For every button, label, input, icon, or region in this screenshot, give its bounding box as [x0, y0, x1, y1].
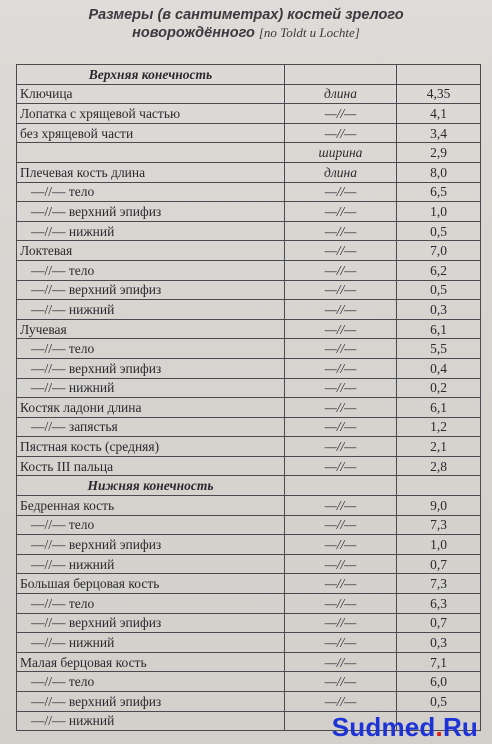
bone-name-cell — [17, 143, 285, 163]
table-row — [17, 143, 481, 163]
measure-type-cell: —//— — [285, 437, 397, 457]
bone-name-cell: —//— нижний — [17, 378, 285, 398]
table-row — [17, 574, 481, 594]
measure-type-cell: —//— — [285, 202, 397, 222]
size-value-cell: 3,4 — [397, 123, 481, 143]
measure-type-cell: —//— — [285, 123, 397, 143]
measure-type-cell: —//— — [285, 221, 397, 241]
bone-name-cell: Локтевая — [17, 241, 285, 261]
bone-name-cell: —//— нижний — [17, 221, 285, 241]
measure-type-cell: —//— — [285, 300, 397, 320]
title-line-2 — [0, 24, 492, 42]
table-row — [17, 339, 481, 359]
bone-name-cell: —//— запястья — [17, 417, 285, 437]
size-value-cell: 6,1 — [397, 398, 481, 418]
measure-type-cell: —//— — [285, 692, 397, 712]
table-row — [17, 613, 481, 633]
table-row — [17, 202, 481, 222]
size-value-cell: 6,0 — [397, 672, 481, 692]
site-watermark — [332, 712, 478, 742]
measure-type-cell: —//— — [285, 398, 397, 418]
table-row — [17, 300, 481, 320]
measure-type-cell: длина — [285, 84, 397, 104]
size-value-cell: 0,2 — [397, 378, 481, 398]
size-value-cell: 7,3 — [397, 515, 481, 535]
watermark-dot: . — [435, 712, 443, 742]
watermark-brand: Sudmed — [331, 712, 436, 742]
measure-type-cell: —//— — [285, 417, 397, 437]
table-row — [17, 104, 481, 124]
table-row — [17, 398, 481, 418]
size-value-cell: 8,0 — [397, 162, 481, 182]
size-value-cell: 6,3 — [397, 594, 481, 614]
measure-type-cell: —//— — [285, 378, 397, 398]
section-heading: Верхняя конечность — [17, 65, 285, 85]
size-value-cell: 6,2 — [397, 260, 481, 280]
size-value-cell: 0,5 — [397, 221, 481, 241]
measure-type-cell: —//— — [285, 182, 397, 202]
bone-name-cell: —//— тело — [17, 672, 285, 692]
table-row — [17, 84, 481, 104]
measure-type-cell: —//— — [285, 652, 397, 672]
bone-name-cell: —//— нижний — [17, 633, 285, 653]
table-row — [17, 221, 481, 241]
table-row — [17, 378, 481, 398]
section-header-row — [17, 65, 481, 85]
measure-type-cell: длина — [285, 162, 397, 182]
size-value-cell: 9,0 — [397, 496, 481, 516]
table-row — [17, 515, 481, 535]
measure-type-cell: —//— — [285, 633, 397, 653]
measure-type-cell: —//— — [285, 260, 397, 280]
size-value-cell: 1,0 — [397, 535, 481, 555]
size-value-cell: 7,1 — [397, 652, 481, 672]
measure-type-cell: ширина — [285, 143, 397, 163]
bone-name-cell: —//— верхний эпифиз — [17, 202, 285, 222]
table-row — [17, 692, 481, 712]
size-value-cell: 1,2 — [397, 417, 481, 437]
bone-name-cell: —//— нижний — [17, 554, 285, 574]
measure-type-cell: —//— — [285, 104, 397, 124]
table-row — [17, 437, 481, 457]
bone-name-cell: Большая берцовая кость — [17, 574, 285, 594]
bone-name-cell: —//— нижний — [17, 711, 285, 731]
size-value-cell: 7,0 — [397, 241, 481, 261]
measure-type-cell: —//— — [285, 456, 397, 476]
section-heading-empty-cell — [397, 65, 481, 85]
bone-name-cell: —//— верхний эпифиз — [17, 692, 285, 712]
table-row — [17, 123, 481, 143]
measure-type-cell: —//— — [285, 358, 397, 378]
size-value-cell: 0,7 — [397, 554, 481, 574]
table-title — [0, 6, 492, 42]
measure-type-cell: —//— — [285, 515, 397, 535]
table-row — [17, 280, 481, 300]
measure-type-cell: —//— — [285, 280, 397, 300]
bone-name-cell: —//— тело — [17, 515, 285, 535]
section-heading: Нижняя конечность — [17, 476, 285, 496]
bone-name-cell: Малая берцовая кость — [17, 652, 285, 672]
title-source: [по Toldt и Lochte] — [258, 25, 360, 40]
watermark-tld: Ru — [442, 712, 478, 742]
table-row — [17, 260, 481, 280]
section-heading-empty-cell — [285, 476, 397, 496]
bone-name-cell: Пястная кость (средняя) — [17, 437, 285, 457]
measure-type-cell: —//— — [285, 496, 397, 516]
bone-name-cell: —//— тело — [17, 260, 285, 280]
bone-size-table — [16, 64, 481, 731]
section-heading-empty-cell — [285, 65, 397, 85]
bone-name-cell: —//— нижний — [17, 300, 285, 320]
bone-name-cell: Бедренная кость — [17, 496, 285, 516]
table-row — [17, 652, 481, 672]
measure-type-cell: —//— — [285, 554, 397, 574]
measure-type-cell: —//— — [285, 672, 397, 692]
size-value-cell: 0,3 — [397, 300, 481, 320]
table-row — [17, 456, 481, 476]
table-row — [17, 358, 481, 378]
bone-name-cell: Костяк ладони длина — [17, 398, 285, 418]
size-value-cell: 5,5 — [397, 339, 481, 359]
measure-type-cell: —//— — [285, 594, 397, 614]
bone-name-cell: Кость III пальца — [17, 456, 285, 476]
size-value-cell: 1,0 — [397, 202, 481, 222]
size-value-cell: 2,8 — [397, 456, 481, 476]
bone-name-cell: —//— тело — [17, 182, 285, 202]
table-row — [17, 594, 481, 614]
table-row — [17, 633, 481, 653]
table-row — [17, 496, 481, 516]
size-value-cell: 4,35 — [397, 84, 481, 104]
measure-type-cell: —//— — [285, 339, 397, 359]
measure-type-cell: —//— — [285, 319, 397, 339]
bone-name-cell: без хрящевой части — [17, 123, 285, 143]
bone-name-cell: —//— верхний эпифиз — [17, 535, 285, 555]
table-row — [17, 241, 481, 261]
bone-name-cell: —//— верхний эпифиз — [17, 613, 285, 633]
bone-name-cell: Лучевая — [17, 319, 285, 339]
size-value-cell: 0,4 — [397, 358, 481, 378]
table-row — [17, 672, 481, 692]
measure-type-cell: —//— — [285, 613, 397, 633]
size-value-cell: 0,3 — [397, 633, 481, 653]
size-value-cell: 6,1 — [397, 319, 481, 339]
bone-name-cell: —//— верхний эпифиз — [17, 280, 285, 300]
table-row — [17, 554, 481, 574]
bone-name-cell: —//— тело — [17, 339, 285, 359]
size-value-cell: 4,1 — [397, 104, 481, 124]
measure-type-cell: —//— — [285, 535, 397, 555]
size-value-cell: 0,5 — [397, 280, 481, 300]
table-row — [17, 535, 481, 555]
bone-name-cell: —//— верхний эпифиз — [17, 358, 285, 378]
size-value-cell: 2,1 — [397, 437, 481, 457]
bone-name-cell: Плечевая кость длина — [17, 162, 285, 182]
size-value-cell: 2,9 — [397, 143, 481, 163]
bone-name-cell: Лопатка с хрящевой частью — [17, 104, 285, 124]
table-row — [17, 162, 481, 182]
size-value-cell: 7,3 — [397, 574, 481, 594]
measure-type-cell: —//— — [285, 574, 397, 594]
measure-type-cell: —//— — [285, 241, 397, 261]
section-heading-empty-cell — [397, 476, 481, 496]
bone-name-cell: —//— тело — [17, 594, 285, 614]
bone-size-table-body — [17, 65, 481, 731]
table-row — [17, 182, 481, 202]
title-line-1: Размеры (в сантиметрах) костей зрелого — [88, 7, 404, 23]
bone-name-cell: Ключица — [17, 84, 285, 104]
section-header-row — [17, 476, 481, 496]
size-value-cell: 6,5 — [397, 182, 481, 202]
table-row — [17, 319, 481, 339]
size-value-cell: 0,7 — [397, 613, 481, 633]
title-subject: новорождённого — [132, 25, 255, 41]
size-value-cell: 0,5 — [397, 692, 481, 712]
table-row — [17, 417, 481, 437]
